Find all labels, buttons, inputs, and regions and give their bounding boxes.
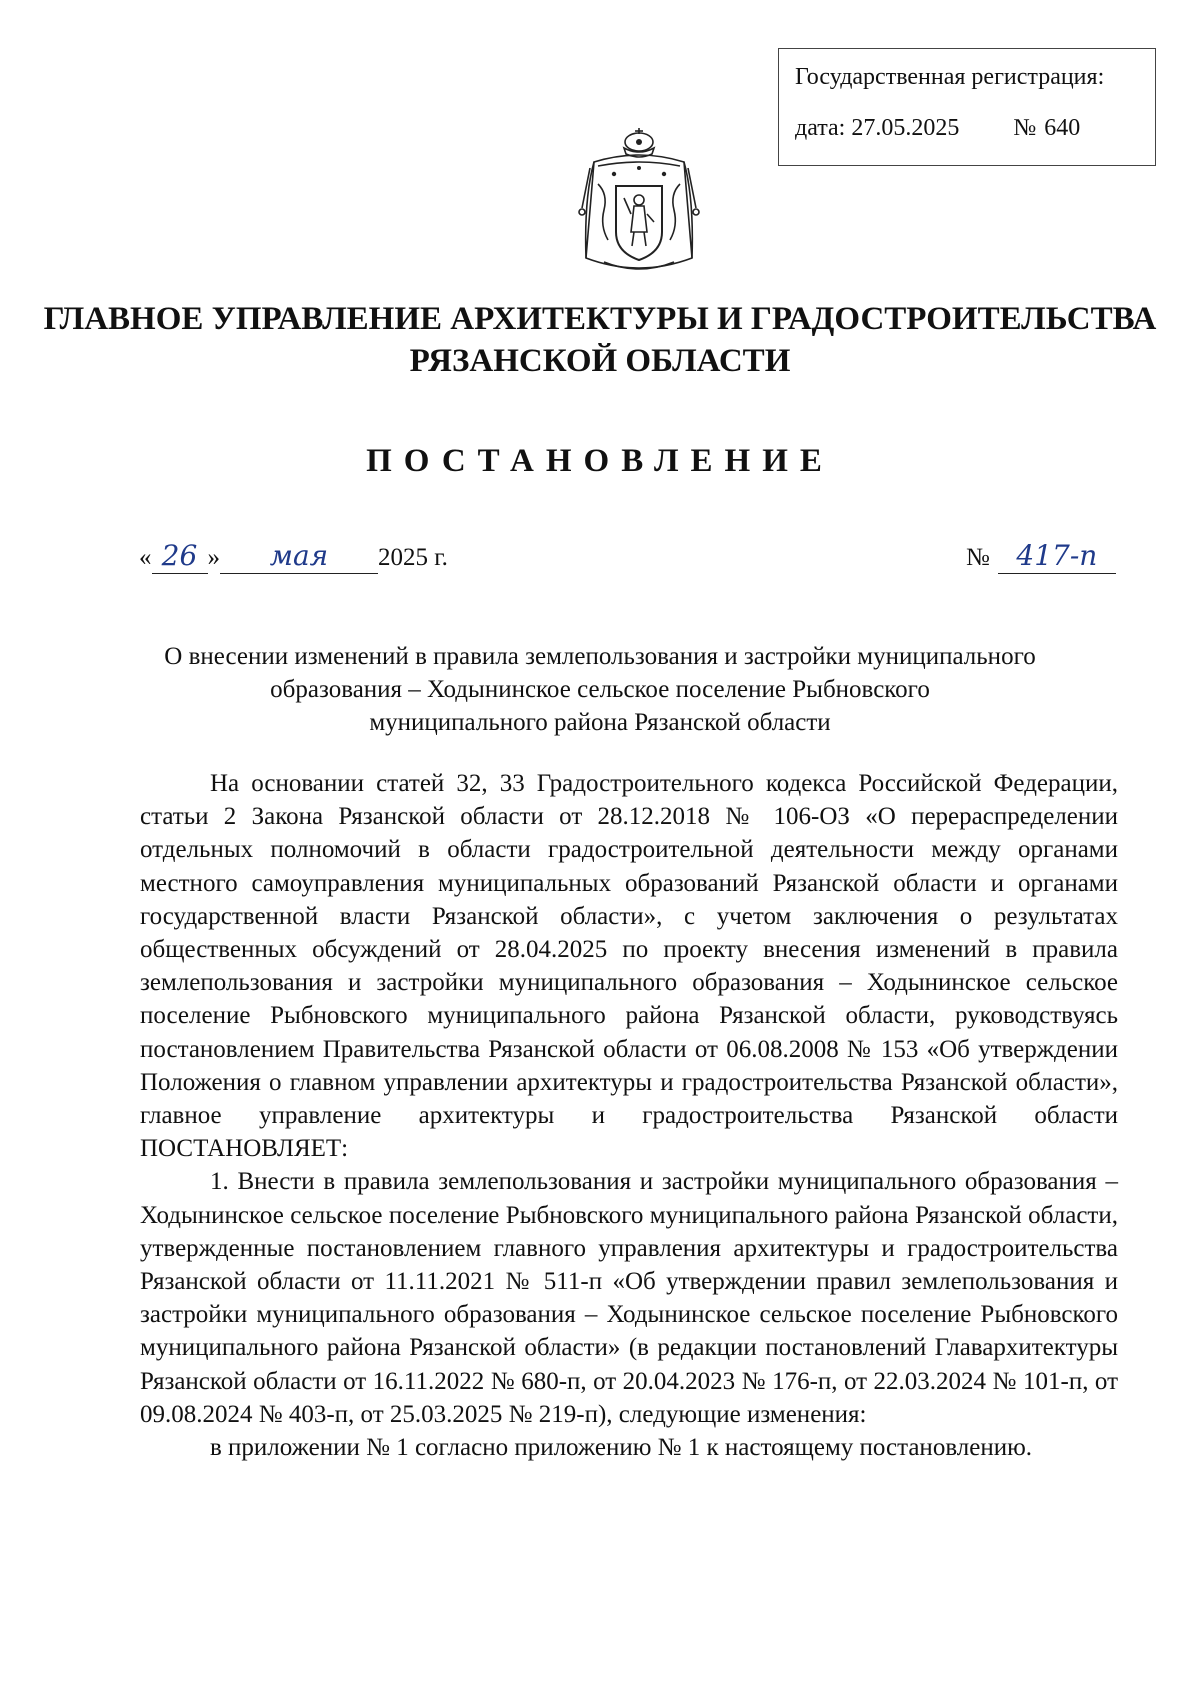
open-quote: « (139, 544, 152, 571)
registration-number-label: № (1013, 114, 1037, 141)
issue-number-field (998, 541, 1116, 574)
organization-line-1: ГЛАВНОЕ УПРАВЛЕНИЕ АРХИТЕКТУРЫ И ГРАДОСТРОИТЕЛЬСТВА (43, 301, 1157, 337)
issue-number-label: № (966, 544, 990, 571)
registration-number: 640 (1044, 114, 1081, 141)
close-quote: » (207, 544, 220, 571)
issue-month: мая (269, 539, 329, 572)
issue-day: 26 (161, 539, 198, 572)
subject-line-1: О внесении изменений в правила землепользования и застройки муниципального (164, 643, 1036, 670)
coat-of-arms-icon (564, 128, 714, 288)
registration-date-label: дата: (795, 114, 846, 141)
issue-month-field (220, 541, 378, 574)
issue-year: 2025 г. (378, 544, 448, 571)
issue-date-line (139, 541, 448, 574)
registration-stamp (778, 48, 1156, 166)
registration-row (795, 114, 1139, 143)
document-body (140, 767, 1118, 1464)
subject-line-3: муниципального района Рязанской области (369, 709, 831, 736)
body-paragraph-basis: На основании статей 32, 33 Градостроительного кодекса Российской Федерации, статьи 2 Закона Рязанской области от 28.12.2018 № 106-ОЗ «О перераспределении отдельных полномочий в области градостроительной деятельности между органами местного самоуправления муниципальных образований Рязанской области и органами государственной власти Рязанской области», с учетом заключения о результатах общественных обсуждений от 28.04.2025 по проекту внесения изменений в правила землепользования и застройки муниципального образования – Ходынинское сельское поселение Рыбновского муниципального района Рязанской области, руководствуясь постановлением Правительства Рязанской области от 06.08.2008 № 153 «Об утверждении Положения о главном управлении архитектуры и градостроительства Рязанской области», главное управление архитектуры и градостроительства Рязанской области ПОСТАНОВЛЯЕТ: (140, 770, 1118, 1163)
organization-line-2: РЯЗАНСКОЙ ОБЛАСТИ (409, 343, 791, 379)
document-subject (100, 640, 1100, 739)
document-type: ПОСТАНОВЛЕНИЕ (366, 443, 834, 479)
registration-title: Государственная регистрация: (795, 64, 1105, 90)
organization-name (0, 298, 1200, 382)
body-item-1: 1. Внести в правила землепользования и застройки муниципального образования – Ходынинское сельское поселение Рыбновского муниципального района Рязанской области, утвержденные постановлением главного управления архитектуры и градостроительства Рязанской области от 11.11.2021 № 511-п «Об утверждении правил землепользования и застройки муниципального образования – Ходынинское сельское поселение Рыбновского муниципального района Рязанской области» (в редакции постановлений Главархитектуры Рязанской области от 16.11.2022 № 680-п, от 20.04.2023 № 176-п, от 22.03.2024 № 101-п, от 09.08.2024 № 403-п, от 25.03.2025 № 219-п), следующие изменения: (140, 1168, 1118, 1428)
body-paragraph-appendix: в приложении № 1 согласно приложению № 1 к настоящему постановлению. (210, 1434, 1033, 1462)
issue-number-line (966, 541, 1116, 574)
issue-day-field (152, 541, 208, 574)
issue-number: 417-п (1016, 539, 1098, 572)
subject-line-2: образования – Ходынинское сельское поселение Рыбновского (270, 676, 930, 703)
registration-date: 27.05.2025 (851, 114, 960, 141)
